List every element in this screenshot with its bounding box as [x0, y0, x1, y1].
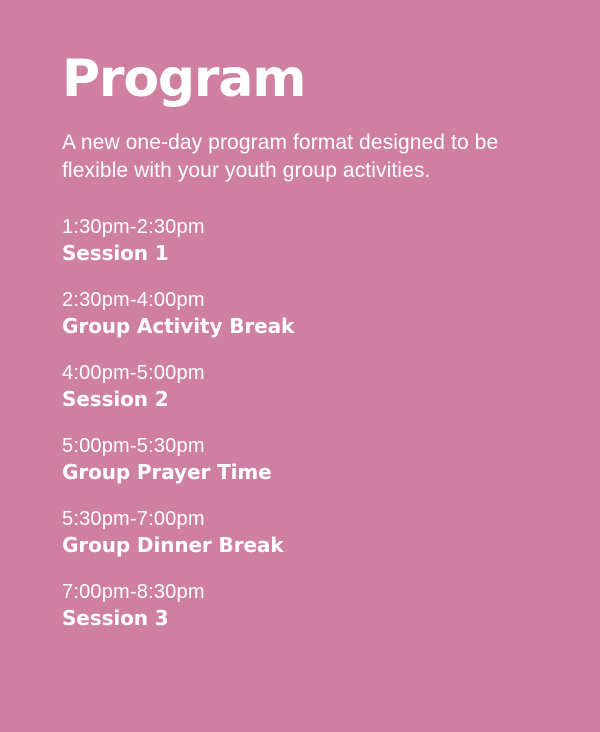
slot-name: Group Activity Break: [62, 313, 295, 338]
list-item: [62, 434, 540, 485]
list-item: [62, 580, 540, 631]
page-title: Program: [62, 49, 306, 109]
list-item: [62, 215, 540, 266]
schedule-list: [62, 215, 540, 631]
slot-time: 4:00pm-5:00pm: [62, 361, 205, 384]
slot-name: Session 3: [62, 605, 169, 630]
slot-name: Session 2: [62, 386, 169, 411]
slot-name: Group Dinner Break: [62, 532, 284, 557]
slot-time: 2:30pm-4:00pm: [62, 288, 205, 311]
list-item: [62, 507, 540, 558]
list-item: [62, 361, 540, 412]
list-item: [62, 288, 540, 339]
slot-name: Session 1: [62, 240, 169, 265]
slot-time: 5:30pm-7:00pm: [62, 507, 205, 530]
slot-name: Group Prayer Time: [62, 459, 272, 484]
slot-time: 7:00pm-8:30pm: [62, 580, 205, 603]
slot-time: 1:30pm-2:30pm: [62, 215, 205, 238]
slot-time: 5:00pm-5:30pm: [62, 434, 205, 457]
intro-paragraph: A new one-day program format designed to be flexible with your youth group activities.: [62, 130, 499, 182]
